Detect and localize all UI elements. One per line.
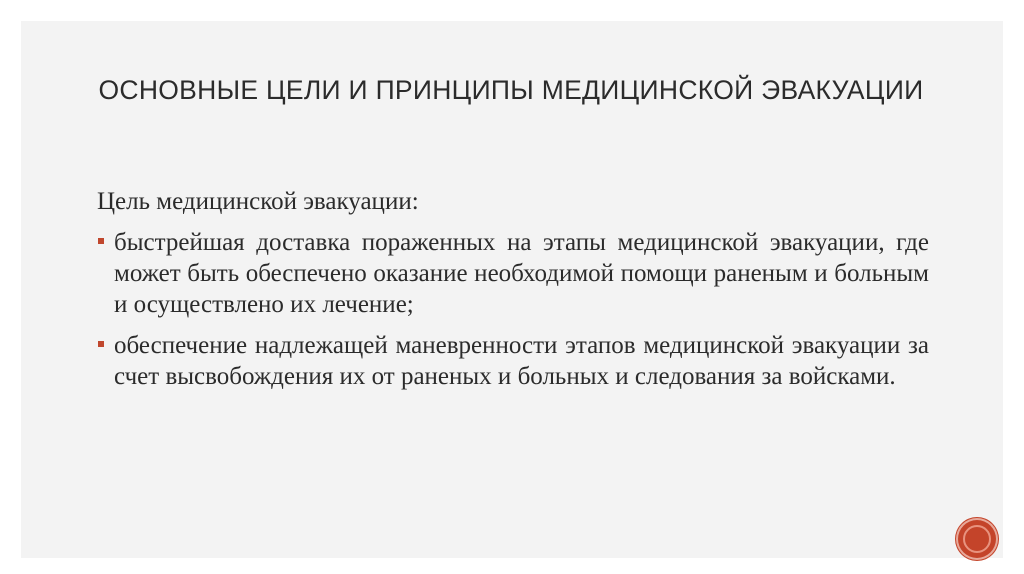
slide-title: ОСНОВНЫЕ ЦЕЛИ И ПРИНЦИПЫ МЕДИЦИНСКОЙ ЭВАКУАЦИИ — [98, 75, 924, 105]
bullet-text: обеспечение надлежащей маневренности этапов медицинской эвакуации за счет высвобождения их от раненых и больных и следования за войсками. — [114, 332, 929, 390]
circle-badge-icon — [958, 520, 996, 558]
square-bullet-icon — [98, 341, 104, 347]
bullet-item — [97, 330, 929, 392]
lead-text: Цель медицинской эвакуации: — [97, 188, 419, 215]
square-bullet-icon — [98, 238, 104, 244]
badge-inner-ring — [963, 525, 991, 553]
slide-content — [97, 186, 929, 402]
bullet-text: быстрейшая доставка пораженных на этапы медицинской эвакуации, где может быть обеспечено оказание необходимой помощи раненым и больным и осуществлено их лечение; — [114, 229, 929, 318]
bullet-item — [97, 227, 929, 320]
